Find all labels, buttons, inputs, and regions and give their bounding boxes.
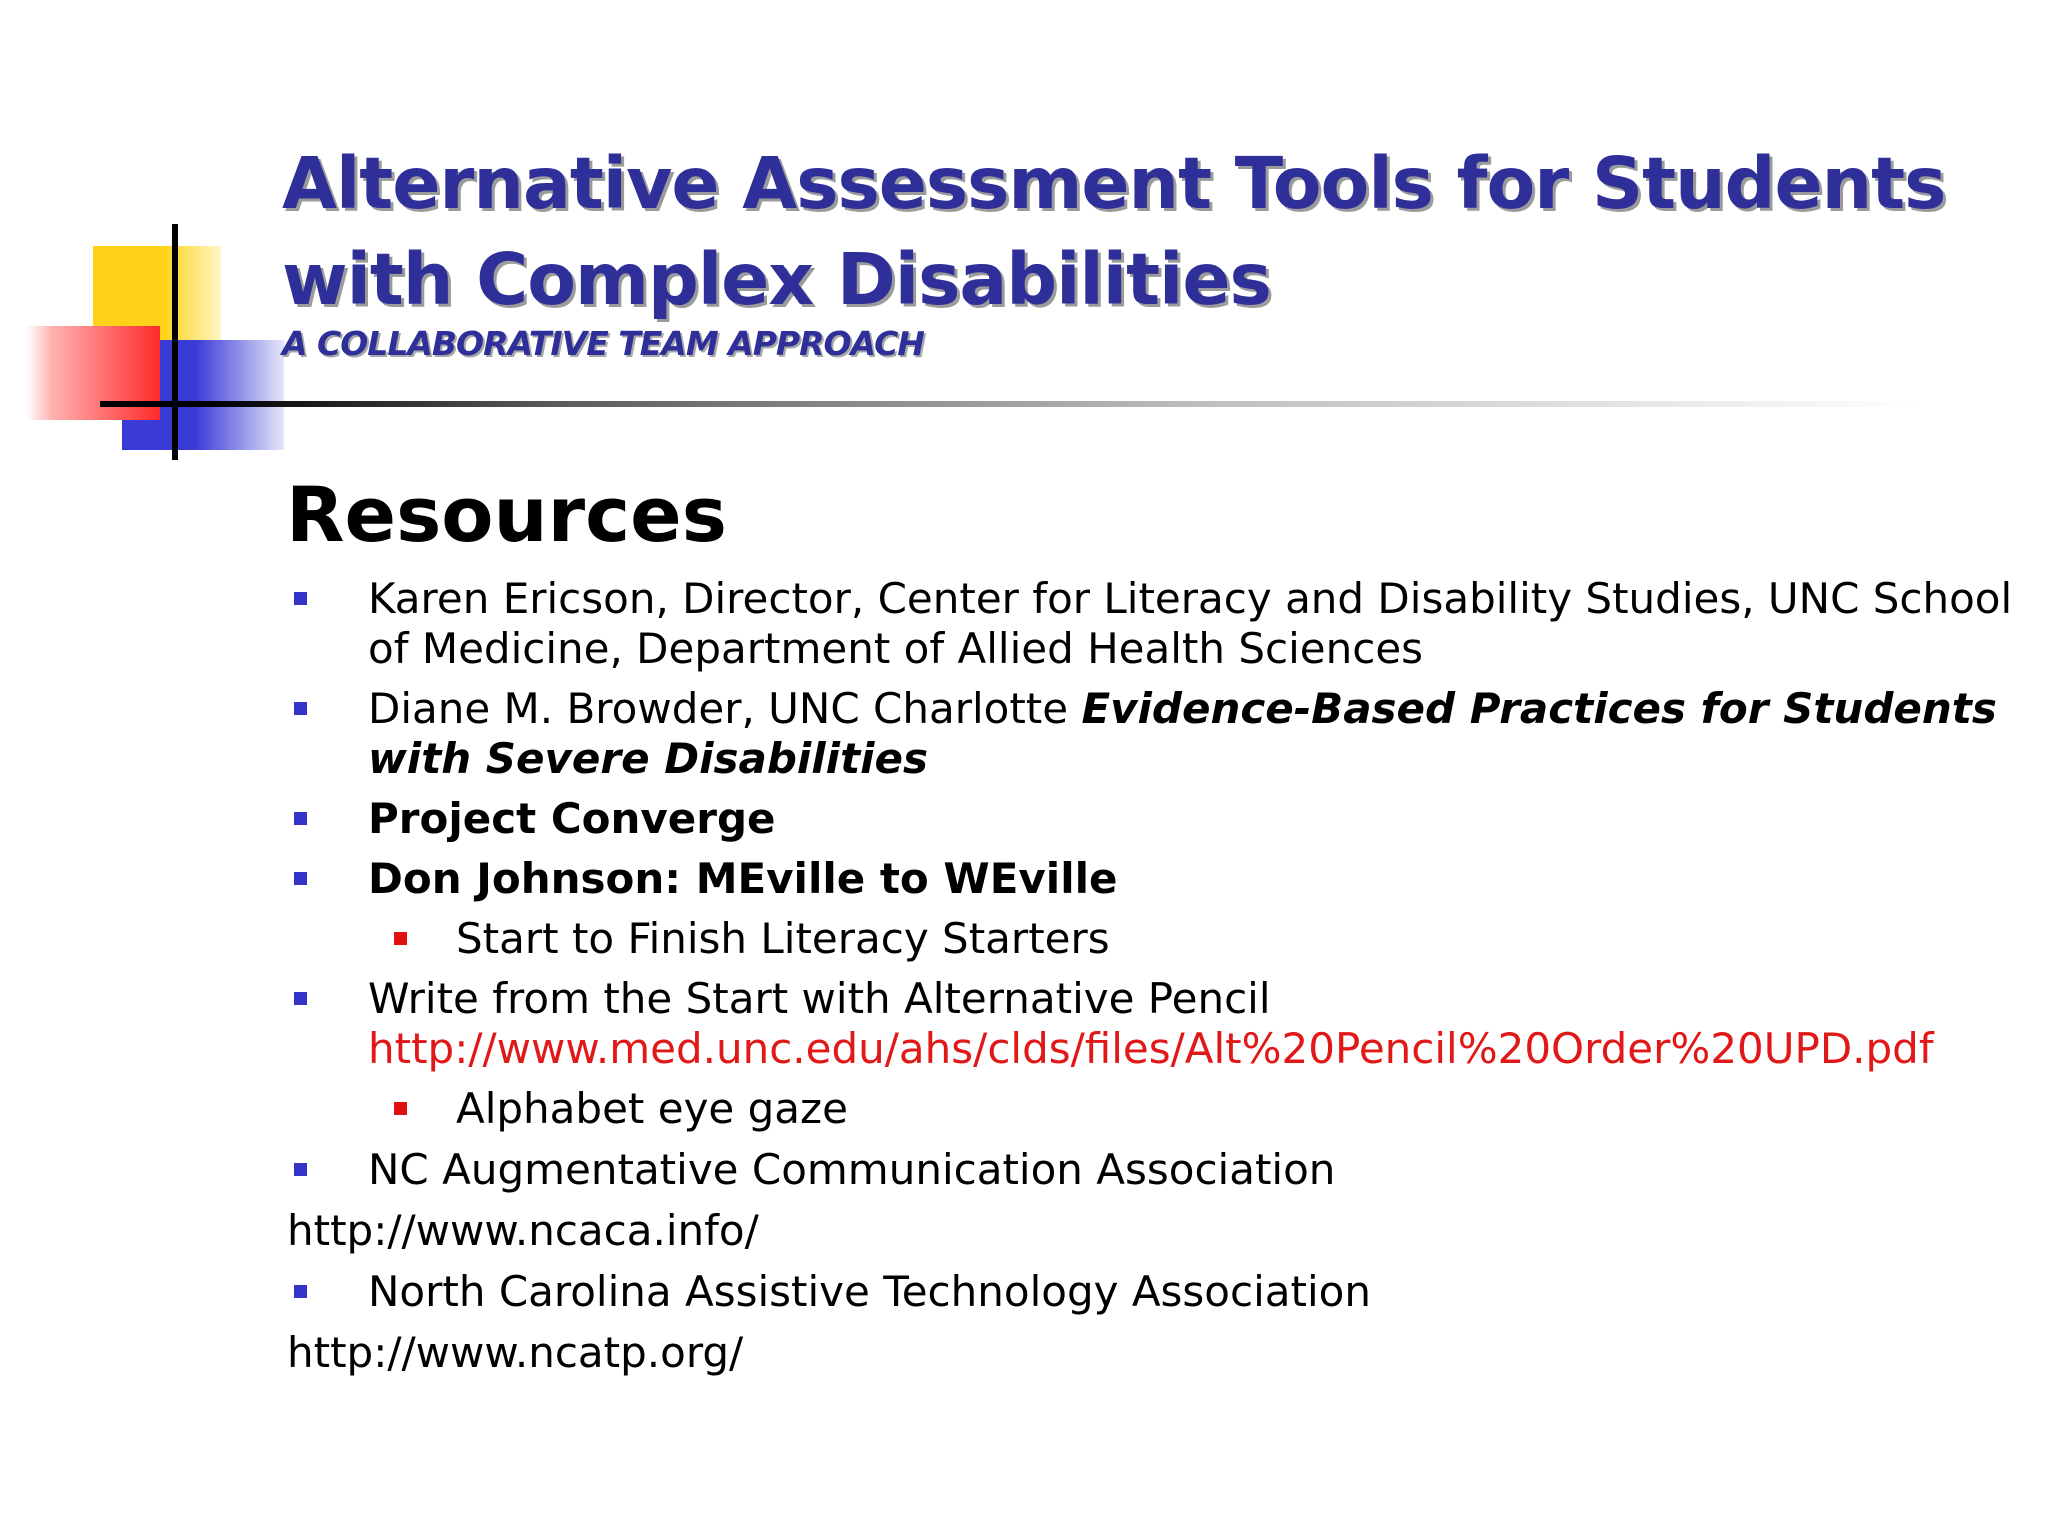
sub-bullet-square-icon	[394, 1102, 407, 1115]
resource-write-from-start: Write from the Start with Alternative Pencil	[368, 974, 1271, 1023]
list-item	[456, 914, 1110, 964]
bullet-square-icon	[294, 992, 307, 1005]
bullet-square-icon	[294, 1285, 307, 1298]
list-item	[368, 1145, 1335, 1195]
resource-browder-author: Diane M. Browder, UNC Charlotte	[368, 684, 1082, 733]
sub-bullet-square-icon	[394, 932, 407, 945]
resource-start-to-finish: Start to Finish Literacy Starters	[456, 914, 1110, 963]
title-line-1: Alternative Assessment Tools for Students	[282, 142, 1946, 225]
list-item	[368, 684, 1997, 784]
list-item	[368, 974, 1934, 1074]
resource-project-converge: Project Converge	[368, 794, 776, 843]
bullet-square-icon	[294, 1163, 307, 1176]
ncatp-url[interactable]: http://www.ncatp.org/	[287, 1328, 744, 1377]
resource-don-johnson: Don Johnson: MEville to WEville	[368, 854, 1118, 903]
resource-ericson-line2: of Medicine, Department of Allied Health Sciences	[368, 624, 1424, 673]
list-item	[456, 1084, 848, 1134]
resources-heading: Resources	[286, 470, 727, 559]
list-item	[368, 574, 2012, 674]
resource-ncatp: North Carolina Assistive Technology Association	[368, 1267, 1371, 1316]
resource-alphabet-eye-gaze: Alphabet eye gaze	[456, 1084, 848, 1133]
ncaca-url[interactable]: http://www.ncaca.info/	[287, 1206, 759, 1255]
list-item	[368, 854, 1117, 904]
slide-subtitle: A COLLABORATIVE TEAM APPROACH	[282, 324, 924, 363]
list-item	[368, 794, 776, 844]
list-item	[287, 1206, 759, 1256]
list-item	[368, 1267, 1371, 1317]
bullet-square-icon	[294, 592, 307, 605]
resource-browder-book-title-cont: with Severe Disabilities	[368, 734, 929, 783]
title-line-2: with Complex Disabilities	[282, 238, 1271, 321]
bullet-square-icon	[294, 872, 307, 885]
alt-pencil-link[interactable]: http://www.med.unc.edu/ahs/clds/files/Alt%20Pencil%20Order%20UPD.pdf	[368, 1024, 1934, 1073]
list-item	[287, 1328, 743, 1378]
resource-ncaca: NC Augmentative Communication Association	[368, 1145, 1336, 1194]
resource-ericson-line1: Karen Ericson, Director, Center for Literacy and Disability Studies, UNC School	[368, 574, 2013, 623]
bullet-square-icon	[294, 812, 307, 825]
resource-browder-book-title: Evidence-Based Practices for Students	[1081, 684, 1997, 733]
bullet-square-icon	[294, 702, 307, 715]
